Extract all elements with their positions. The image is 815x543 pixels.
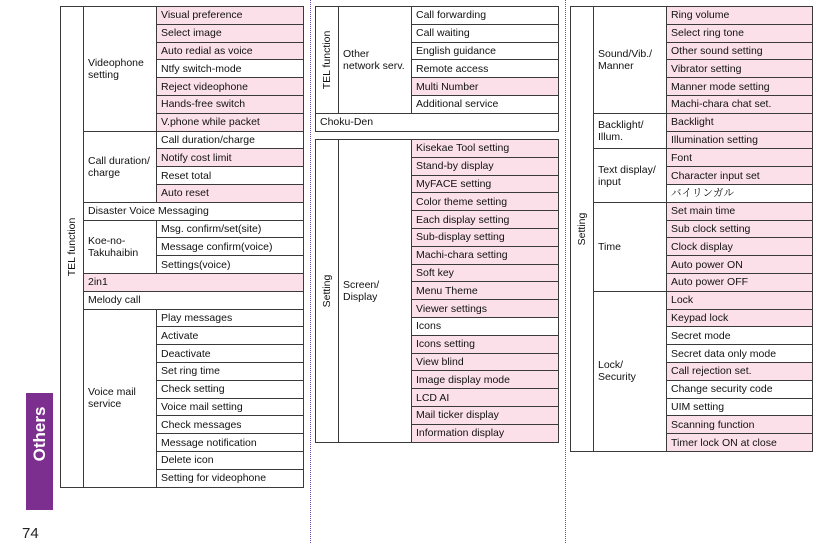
group-label: Text display/ input (594, 149, 667, 202)
menu-item: Kisekae Tool setting (412, 140, 559, 158)
group-label: Videophone setting (84, 7, 157, 132)
menu-item: Auto reset (157, 184, 304, 202)
menu-item: Color theme setting (412, 193, 559, 211)
menu-item: Ntfy switch-mode (157, 60, 304, 78)
menu-item: Play messages (157, 309, 304, 327)
menu-item: Secret data only mode (667, 345, 813, 363)
section-label: TEL function (61, 7, 84, 488)
menu-item: Visual preference (157, 7, 304, 25)
menu-item: Icons (412, 317, 559, 335)
menu-item: V.phone while packet (157, 113, 304, 131)
menu-item: Choku-Den (316, 113, 559, 131)
column-divider (310, 0, 311, 543)
menu-item: Icons setting (412, 335, 559, 353)
menu-item: Soft key (412, 264, 559, 282)
menu-item: Image display mode (412, 371, 559, 389)
menu-item: Scanning function (667, 416, 813, 434)
menu-item: Information display (412, 424, 559, 442)
group-label: Koe-no-Takuhaibin (84, 220, 157, 273)
menu-item: Mail ticker display (412, 406, 559, 424)
menu-item: Clock display (667, 238, 813, 256)
menu-item: Sub clock setting (667, 220, 813, 238)
column-divider (565, 0, 566, 543)
menu-table-col1 (60, 6, 304, 488)
menu-item: Call rejection set. (667, 362, 813, 380)
menu-item: Check setting (157, 380, 304, 398)
menu-item: View blind (412, 353, 559, 371)
menu-table-col2-tel (315, 6, 559, 132)
group-label: Call duration/ charge (84, 131, 157, 202)
menu-item: 2in1 (84, 273, 304, 291)
menu-table-col3 (570, 6, 813, 452)
menu-item: バイリンガル (667, 184, 813, 202)
menu-item: Timer lock ON at close (667, 434, 813, 452)
menu-item: Call forwarding (412, 7, 559, 25)
menu-item: Stand-by display (412, 157, 559, 175)
menu-item: Voice mail setting (157, 398, 304, 416)
group-label: Lock/ Security (594, 291, 667, 451)
menu-item: Backlight (667, 113, 813, 131)
menu-item: Message confirm(voice) (157, 238, 304, 256)
menu-item: Disaster Voice Messaging (84, 202, 304, 220)
menu-item: Font (667, 149, 813, 167)
menu-item: MyFACE setting (412, 175, 559, 193)
menu-item: Lock (667, 291, 813, 309)
menu-item: Ring volume (667, 7, 813, 25)
menu-item: Deactivate (157, 345, 304, 363)
menu-item: Additional service (412, 95, 559, 113)
menu-item: Remote access (412, 60, 559, 78)
section-label: Setting (571, 7, 594, 452)
menu-item: Select image (157, 24, 304, 42)
menu-item: Viewer settings (412, 300, 559, 318)
menu-item: Delete icon (157, 451, 304, 469)
side-tab-label: Others (30, 406, 49, 462)
menu-item: Manner mode setting (667, 78, 813, 96)
menu-item: Auto redial as voice (157, 42, 304, 60)
menu-item: Multi Number (412, 78, 559, 96)
menu-item: English guidance (412, 42, 559, 60)
page-number: 74 (22, 525, 39, 542)
menu-item: Auto power ON (667, 256, 813, 274)
menu-item: Settings(voice) (157, 256, 304, 274)
menu-item: Secret mode (667, 327, 813, 345)
group-label: Backlight/ Illum. (594, 113, 667, 149)
menu-item: Illumination setting (667, 131, 813, 149)
menu-item: Setting for videophone (157, 469, 304, 487)
menu-item: Call waiting (412, 24, 559, 42)
menu-item: Menu Theme (412, 282, 559, 300)
menu-item: Auto power OFF (667, 273, 813, 291)
menu-item: Machi-chara chat set. (667, 95, 813, 113)
group-label: Voice mail service (84, 309, 157, 487)
menu-item: Vibrator setting (667, 60, 813, 78)
menu-item: Hands-free switch (157, 95, 304, 113)
menu-item: Reject videophone (157, 78, 304, 96)
menu-item: Message notification (157, 434, 304, 452)
group-label: Time (594, 202, 667, 291)
menu-item: Set ring time (157, 362, 304, 380)
menu-item: Change security code (667, 380, 813, 398)
menu-table-col2-setting (315, 139, 559, 443)
menu-item: Activate (157, 327, 304, 345)
menu-item: Sub-display setting (412, 228, 559, 246)
menu-item: Check messages (157, 416, 304, 434)
group-label: Sound/Vib./ Manner (594, 7, 667, 114)
menu-item: Notify cost limit (157, 149, 304, 167)
group-label: Other network serv. (339, 7, 412, 114)
menu-item: Reset total (157, 167, 304, 185)
menu-item: Select ring tone (667, 24, 813, 42)
menu-item: Melody call (84, 291, 304, 309)
menu-item: Keypad lock (667, 309, 813, 327)
menu-item: Each display setting (412, 211, 559, 229)
menu-item: Other sound setting (667, 42, 813, 60)
menu-item: Character input set (667, 167, 813, 185)
menu-item: Set main time (667, 202, 813, 220)
section-label: Setting (316, 140, 339, 443)
menu-item: Call duration/charge (157, 131, 304, 149)
menu-item: Machi-chara setting (412, 246, 559, 264)
section-label: TEL function (316, 7, 339, 114)
group-label: Screen/ Display (339, 140, 412, 443)
menu-item: UIM setting (667, 398, 813, 416)
menu-item: LCD AI (412, 389, 559, 407)
menu-item: Msg. confirm/set(site) (157, 220, 304, 238)
